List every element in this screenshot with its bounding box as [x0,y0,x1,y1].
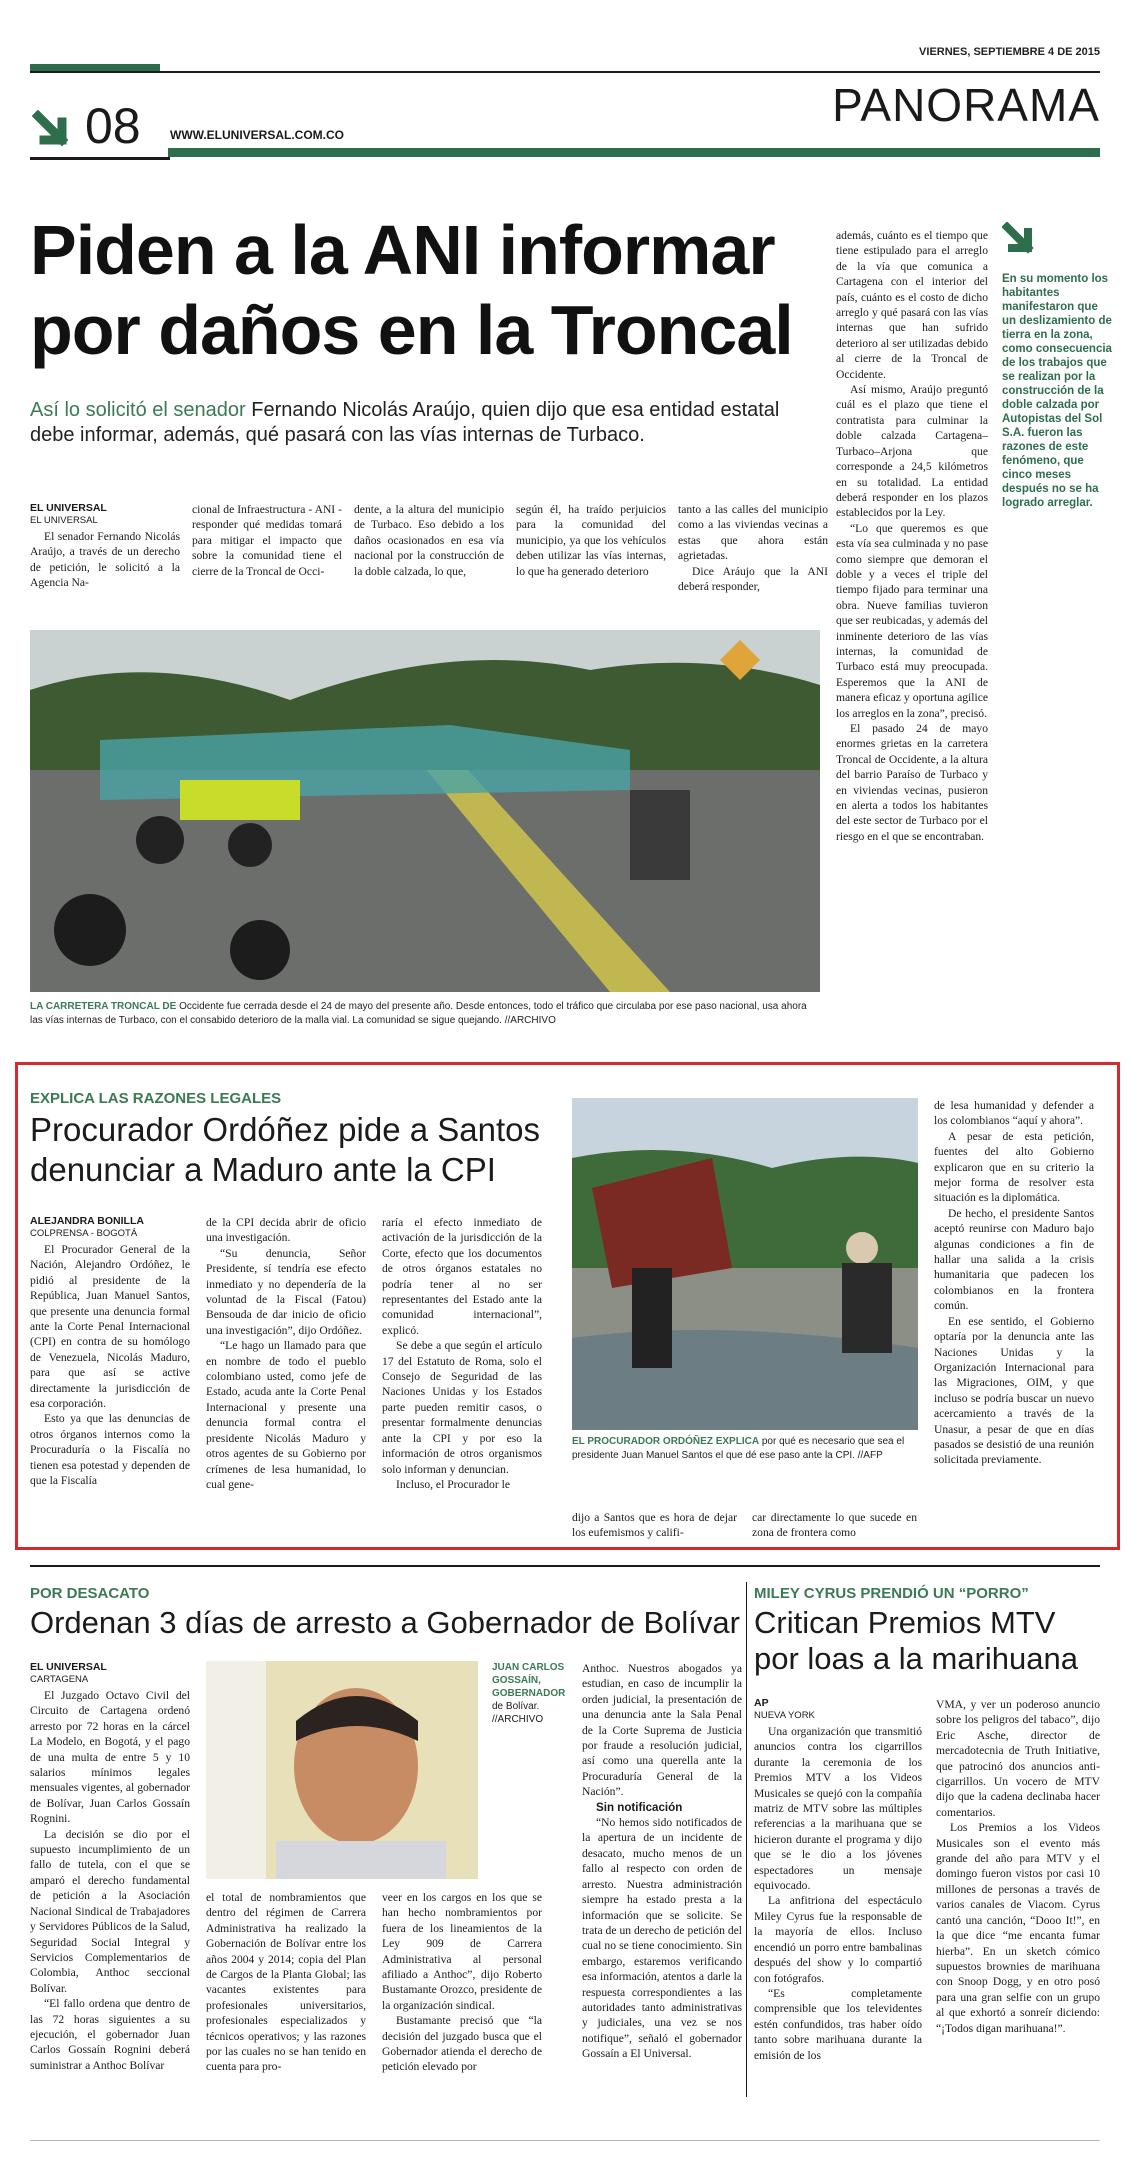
story4-col2: VMA, y ver un poderoso anuncio sobre los peligros del tabaco”, dijo Eric Asche, director de mercadotecnia de Truth Initiative, que patrocinó dos anuncios anti-cigarrillos. Un vocero de MTV dijo que la cadena declinaba hacer comentarios. Los Premios a los Videos Musicales son el evento más grande del año para MTV y el domingo fueron vistos por casi 10 millones de personas a través de varios canales de Viacom. Cyrus cantó una canción, “Dooo It!”, en la que dice “me encanta fumar hierba”. En un sketch cómico supuestos brownies de marihuana con Snoop Dogg, y en otro posó para una gran selfie con un grupo al que exhortó a sonreír diciendo: “¡Todos digan marihuana!”. [936,1698,1100,2035]
story3-col3: veer en los cargos en los que se han hecho nombramientos por fuera de los lineamientos de la Ley 909 de Carrera Administrativa al personal afiliado a Anthoc”, dijo Roberto Bustamante Orozco, presidente de la organización sindical. Bustamante precisó que “la decisión del juzgado busca que el Gobernador atienda el derecho de petición elevado por [382,1891,542,2074]
story-premios-mtv [754,1585,1104,2145]
story2-kicker: EXPLICA LAS RAZONES LEGALES [30,1090,282,1107]
story3-col1: EL UNIVERSAL CARTAGENA El Juzgado Octavo Civil del Circuito de Cartagena ordenó arresto por 72 horas en la cárcel La Modelo, en Bogotá, y el pago de una multa de entre 5 y 10 salarios mínimos legales mensuales vigentes, al gobernador de Bolívar, Juan Carlos Gossaín Rognini. La decisión se dio por el supuesto incumplimiento de un fallo de tutela, con el que se amparó el derecho fundamental de petición a la Asociación Nacional Sindical de Trabajadores y Servidores Públicos de la Salud, Seguridad Social Integral y Servicios Complementarios de Colombia, Anthoc seccional Bolívar. “El fallo ordena que dentro de las 72 horas siguientes a su ejecución, el gobernador Juan Carlos Gossaín Rognini deberá suministrar a Anthoc Bolívar [30,1661,190,2072]
story-gobernador-bolivar [30,1585,740,2145]
story2-caption: EL PROCURADOR ORDÓÑEZ EXPLICA por qué es necesario que sea el presidente Juan Manuel Santos el que dé ese paso ante la CPI. //AFP [572,1436,905,1461]
story1-photo-road-closure [30,630,820,992]
column-divider [746,1582,747,2097]
story3-kicker: POR DESACATO [30,1585,150,1602]
story1-col1: EL UNIVERSAL EL UNIVERSAL El senador Fernando Nicolás Araújo, a través de un derecho de petición, le solicitó a la Agencia Na- [30,502,180,590]
story1-col5: tanto a las calles del municipio como a las viviendas vecinas a estas que ahora están agrietadas. Dice Aráujo que la ANI deberá responder, [678,503,828,594]
story2-col3: raría el efecto inmediato de activación de la jurisdicción de la Corte, efecto que los documentos de otros órganos estatales no podría tener al no ser representantes del Estado ante la comunidad internacional”, explicó. Se debe a que según el artículo 17 del Estatuto de Roma, solo el Consejo de Seguridad de las Naciones Unidas y los Estados parte pueden remitir casos, o presentar formalmente denuncias ante la CPI y por eso la información de otros organismos solo informan y denuncian. Incluso, el Procurador le [382,1216,542,1491]
story1-deck [30,398,810,448]
story1-right-column: además, cuánto es el tiempo que tiene estipulado para el arreglo de la vía que comunica a Cartagena con el interior del país, cuánto es el costo de dicho arreglo y qué pasará con las vías internas que han sufrido deterioro al ser utilizadas debido al cierre de la Troncal de Occidente. Así mismo, Araújo preguntó cuál es el plazo que tiene el contratista para culminar la doble calzada Cartagena–Turbaco–Arjona que corresponde a 24,5 kilómetros en su totalidad. La entidad deberá responder en los plazos establecidos por la Ley. “Lo que queremos es que esta vía sea culminada y no pase como siempre que demoran el doble y a veces el triple del tiempo fijado para terminar una obra. Nueve familias tuvieron que ser reubicadas, y además del inminente deterioro de las vías internas, la comunidad de Turbaco está muy preocupada. Esperemos que la ANI de manera eficaz y oportuna agilice los arreglos en la zona”, precisó. El pasado 24 de mayo enormes grietas en la carretera Troncal de Occidente, a la altura del barrio Paraíso de Turbaco y en viviendas vecinas, pusieron en alerta a todos los habitantes del este sector de Turbaco por el riesgo en el que se encontraban. [836,229,988,843]
story4-headline: Critican Premios MTV por loas a la marihuana [754,1605,1078,1676]
story3-photo-governor [206,1661,478,1879]
story3-photo-caption: JUAN CARLOS GOSSAÍN, GOBERNADOR de Bolívar. //ARCHIVO [492,1662,566,1725]
story3-col4: Anthoc. Nuestros abogados ya estudian, en caso de incumplir la orden judicial, la presentación de una denuncia ante la Sala Penal de la Corte Suprema de Justicia por fraude a resolución judicial, así como una querella ante la Procuraduría General de la Nación”. Sin notificación “No hemos sido notificados de la apertura de un incidente de desacato, mucho menos de un fallo al respecto con orden de arresto. Nuestra administración siempre ha estado presta a la información que se solicite. Se trata de un derecho de petición del cual no se tiene conocimiento. Sin embargo, estaremos verificando esa información, atentos a darle la respuesta correspondientes a las autoridades tanto administrativas y judiciales, una vez se nos notifique”, señaló el gobernador Gossaín a El Universal. [582,1662,742,2061]
story1-col4: según él, ha traído perjuicios para la comunidad del municipio, ya que los vehículos deben utilizar las vías internas, lo que ha generado deterioro [516,503,666,578]
story4-col1: AP NUEVA YORK Una organización que transmitió anuncios contra los cigarrillos durante la ceremonia de los Premios MTV a los Videos Musicales se quejó con la compañía matriz de MTV sobre las múltiples referencias a la marihuana que se hicieron durante el programa y dijo que se le dio a los jóvenes espectadores un mensaje equivocado. La anfitriona del espectáculo Miley Cyrus fue la responsable de la mayoría de ellos. Incluso encendió un porro entre bambalinas después del show y lo compartió con fotógrafos. “Es completamente comprensible que los televidentes estén confundidos, tras haber oído tanto sobre marihuana durante la emisión de los [754,1697,922,2062]
story2-under-photo-right: car directamente lo que sucede en zona de frontera como [752,1511,917,1540]
deck-green: Así lo solicitó el senador [30,399,246,421]
website-url[interactable]: WWW.ELUNIVERSAL.COM.CO [170,128,344,142]
story1-headline: Piden a la ANI informar por daños en la Troncal [30,211,793,369]
story3-col2: el total de nombramientos que dentro del régimen de Carrera Administrativa ha realizado la Gobernación de Bolívar entre los años 2004 y 2014; copia del Plan de Cargos de la Planta Global; las vacantes existentes para profesionales universitarios, profesionales especializados y técnicos operativos; y las razones por las cuales no se han tenido en cuenta para pro- [206,1891,366,2074]
sidebar-arrow-icon [1002,222,1044,258]
story3-headline: Ordenan 3 días de arresto a Gobernador de Bolívar [30,1605,740,1640]
story2-photo-border-crossing [572,1098,918,1430]
masthead [30,42,1100,162]
section-divider [30,1565,1100,1567]
bottom-rule [30,2140,1100,2141]
story2-under-photo-left: dijo a Santos que es hora de dejar los eufemismos y califi- [572,1511,737,1540]
story4-kicker: MILEY CYRUS PRENDIÓ UN “PORRO” [754,1585,1029,1602]
story2-col1: ALEJANDRA BONILLA COLPRENSA - BOGOTÁ El Procurador General de la Nación, Alejandro Ordóñez, le pidió al presidente de la República, Juan Manuel Santos, que presente una denuncia formal ante la Corte Penal Internacional (CPI) en contra de su homólogo de Venezuela, Nicolás Maduro, para que así se active directamente la jurisdicción de esa corporación. Esto ya que las denuncias de otros órganos internos como la Procuraduría o la Fiscalía no tienen esa potestad y dependen de que la Fiscalía [30,1215,190,1488]
masthead-green-bar [168,148,1100,157]
deck-rest: Fernando Nicolás Araújo, quien dijo que esa entidad estatal debe informar, además, qué pasará con las vías internas de Turbaco. [30,399,780,446]
story-procurador [30,1090,1100,1550]
arrow-icon [32,110,80,150]
masthead-left-rule [30,157,170,160]
page-date: VIERNES, SEPTIEMBRE 4 DE 2015 [919,46,1100,58]
story1-sidebar-note: En su momento los habitantes manifestaron que un deslizamiento de tierra en la zona, como consecuencia de los trabajos que se realizan por la construcción de la doble calzada por Autopistas del Sol S.A. fueron las razones de este fenómeno, que cinco meses después no se ha logrado arreglar. [1002,273,1112,509]
masthead-thin-rule [30,71,1100,73]
story2-right-column: de lesa humanidad y defender a los colombianos “aquí y ahora”. A pesar de esta petición, fuentes del alto Gobierno explicaron que en su criterio la mejor forma de resolver esta situación es la diplomática. De hecho, el presidente Santos aceptó reunirse con Maduro bajo algunas condiciones a fin de hallar una salida a la crisis humanitaria que padecen los colombianos en la frontera común. En ese sentido, el Gobierno optaría por la denuncia ante las Naciones Unidas y la Organización Internacional para las Migraciones, OIM, y que incluso se podría buscar un nuevo acercamiento a través de la Unasur, a pesar de que en días pasados se desistió de una reunión solicitada previamente. [934,1099,1094,1467]
page-number: 08 [85,98,141,154]
subhead-sin-notificacion: Sin notificación [596,1800,683,1814]
section-name: PANORAMA [832,79,1100,131]
story1-col2: cional de Infraestructura - ANI - responder qué medidas tomará para mitigar el impacto que sobre la comunidad tiene el cierre de la Troncal de Occi- [192,503,342,578]
story1-caption: LA CARRETERA TRONCAL DE Occidente fue cerrada desde el 24 de mayo del presente año. Desde entonces, todo el tráfico que circulaba por ese paso nacional, usa ahora las vías internas de Turbaco, con el consabido deterioro de la malla vial. La comunidad se sigue quejando. //ARCHIVO [30,1001,807,1026]
story-ani-troncal [30,200,1112,1050]
story2-col2: de la CPI decida abrir de oficio una investigación. “Su denuncia, Señor Presidente, sí tendría ese efecto inmediato y no dependería de la voluntad de la Fiscal (Fatou) Bensouda de dar inicio de oficio una investigación”, dijo Ordóñez. “Le hago un llamado para que en nombre de todo el pueblo colombiano usted, como jefe de Estado, acuda ante la Corte Penal Internacional y presente una denuncia formal contra el presidente Nicolás Maduro y otros agentes de su Gobierno por crímenes de lesa humanidad, lo cual gene- [206,1216,366,1491]
story1-col3: dente, a la altura del municipio de Turbaco. Eso debido a los daños ocasionados en esa vía nacional por la construcción de la doble calzada, lo que, [354,503,504,578]
story2-headline: Procurador Ordóñez pide a Santos denunciar a Maduro ante la CPI [30,1111,540,1188]
